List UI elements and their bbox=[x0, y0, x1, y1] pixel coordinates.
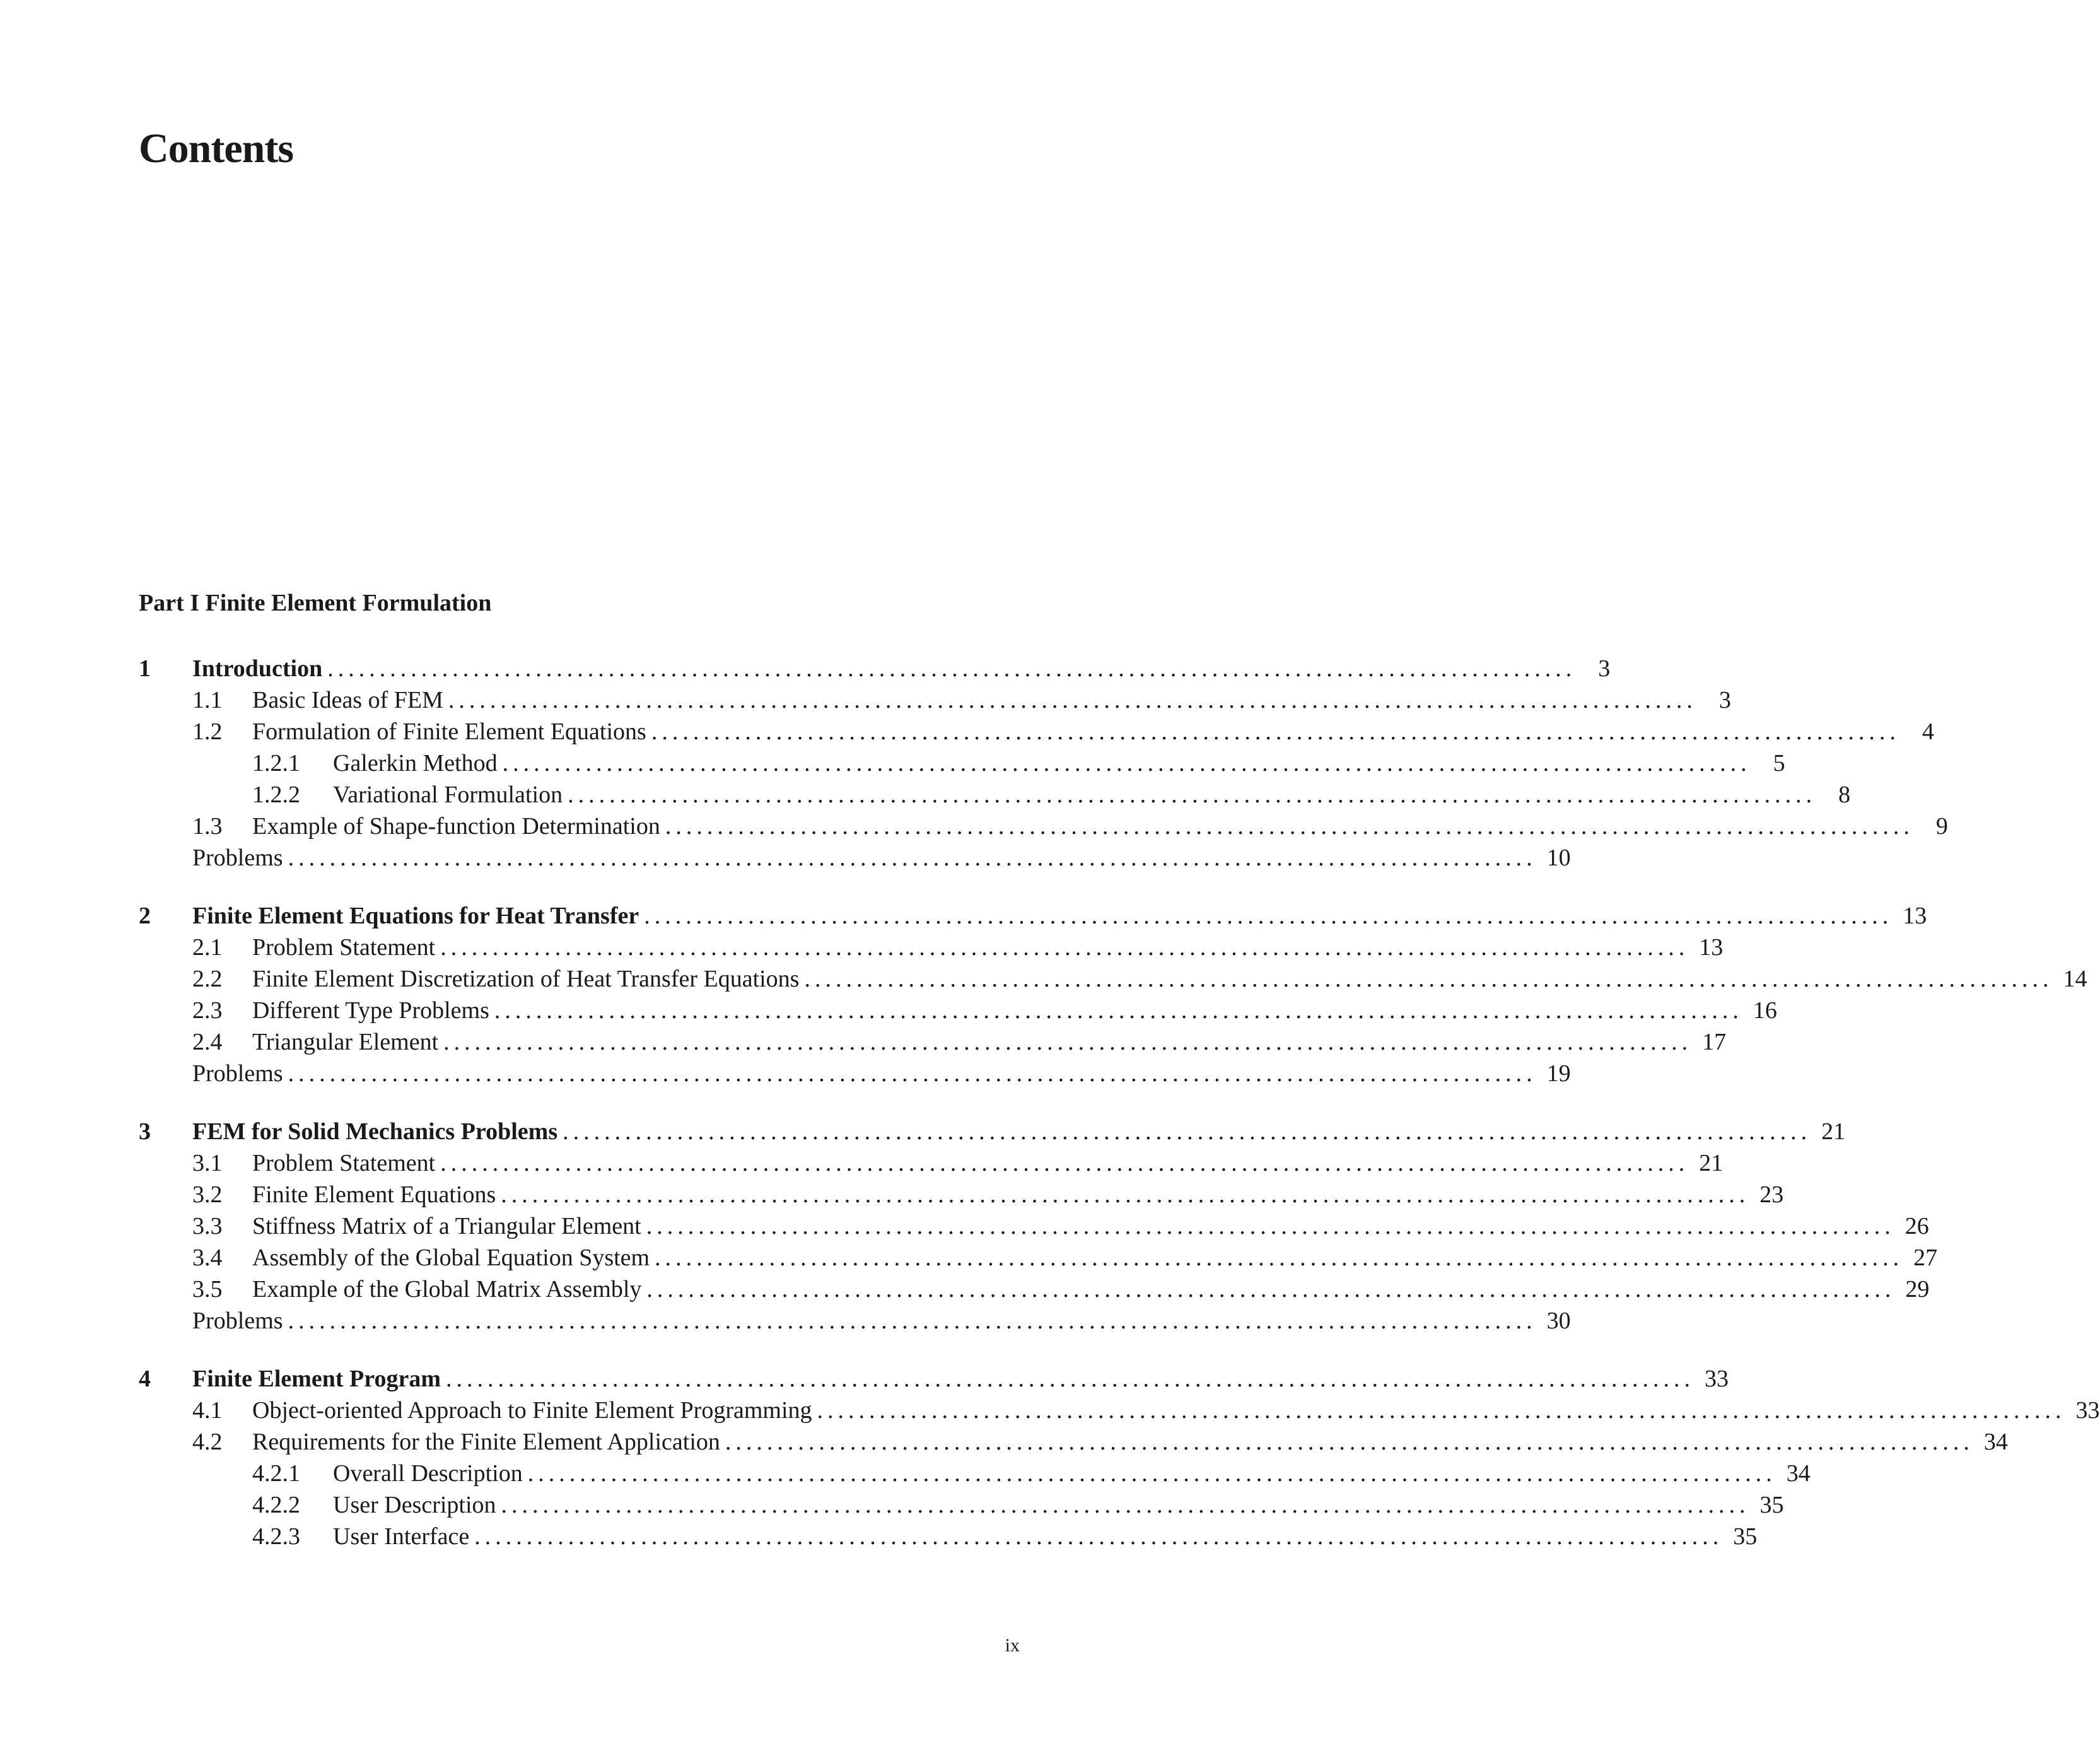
toc-entry-number: 1.2.2 bbox=[252, 782, 300, 808]
toc-entry-page: 34 bbox=[1983, 1429, 2008, 1455]
toc-entry[interactable] bbox=[0, 963, 2087, 995]
toc-entry-title: Assembly of the Global Equation System bbox=[252, 1244, 650, 1271]
dot-leader: ........................................................................................................................ bbox=[665, 813, 1914, 840]
toc-entry-title: Finite Element Equations bbox=[252, 1181, 496, 1208]
dot-leader: ........................................................................................................................ bbox=[288, 845, 1537, 871]
toc-entry[interactable] bbox=[0, 811, 1948, 842]
toc-entry-page: 17 bbox=[1702, 1029, 1727, 1055]
toc-entry-page: 29 bbox=[1905, 1276, 1930, 1303]
toc-entry[interactable] bbox=[0, 1116, 1846, 1147]
toc-entry[interactable] bbox=[0, 1026, 1727, 1058]
toc-entry-number: 1.3 bbox=[192, 813, 223, 840]
toc-entry-page: 27 bbox=[1913, 1244, 1938, 1271]
toc-entry-page: 19 bbox=[1546, 1060, 1571, 1087]
page-title: Contents bbox=[139, 126, 294, 172]
dot-leader: ........................................................................................................................ bbox=[527, 1460, 1776, 1487]
toc-entry-page: 21 bbox=[1821, 1118, 1846, 1145]
toc-entry-number: 3.1 bbox=[192, 1150, 223, 1176]
toc-entry-title: Object-oriented Approach to Finite Element Programming bbox=[252, 1397, 812, 1424]
toc-entry-number: 2.2 bbox=[192, 966, 223, 992]
toc-entry-title: User Interface bbox=[333, 1523, 470, 1550]
toc-entry[interactable] bbox=[0, 1147, 1724, 1179]
toc-entry-number: 3.3 bbox=[192, 1213, 223, 1239]
toc-entry[interactable] bbox=[0, 1426, 2008, 1458]
dot-leader: ........................................................................................................................ bbox=[445, 1366, 1695, 1392]
toc-entry-number: 4.2.2 bbox=[252, 1492, 300, 1518]
toc-entry[interactable] bbox=[0, 1274, 1930, 1305]
toc-entry-page: 13 bbox=[1903, 903, 1927, 929]
dot-leader: ........................................................................................................................ bbox=[288, 1060, 1537, 1087]
toc-entry-title: FEM for Solid Mechanics Problems bbox=[192, 1118, 558, 1145]
toc-entry-page: 16 bbox=[1753, 997, 1777, 1024]
toc-entry-title: Finite Element Discretization of Heat Transfer Equations bbox=[252, 966, 800, 992]
toc-entry-page: 34 bbox=[1786, 1460, 1811, 1487]
toc-entry-title: Stiffness Matrix of a Triangular Element bbox=[252, 1213, 641, 1239]
toc-entry-title: Problems bbox=[192, 1060, 283, 1087]
toc-entry[interactable] bbox=[0, 842, 1571, 874]
toc-entry-page: 35 bbox=[1759, 1492, 1784, 1518]
dot-leader: ........................................................................................................................ bbox=[502, 750, 1751, 776]
toc-entry-page: 4 bbox=[1922, 718, 1934, 745]
dot-leader: ........................................................................................................................ bbox=[655, 1244, 1904, 1271]
toc-entry-title: Different Type Problems bbox=[252, 997, 489, 1024]
toc-entry-number: 3.4 bbox=[192, 1244, 223, 1271]
toc-entry-title: User Description bbox=[333, 1492, 496, 1518]
toc-entry-title: Problems bbox=[192, 845, 283, 871]
toc-entry-page: 13 bbox=[1699, 934, 1724, 961]
dot-leader: ........................................................................................................................ bbox=[725, 1429, 1974, 1455]
toc-entry-page: 35 bbox=[1733, 1523, 1758, 1550]
dot-leader: ........................................................................................................................ bbox=[288, 1308, 1537, 1334]
toc-entry-number: 4.2 bbox=[192, 1429, 223, 1455]
toc-entry-number: 3 bbox=[139, 1118, 151, 1145]
toc-entry-title: Formulation of Finite Element Equations bbox=[252, 718, 646, 745]
toc-entry-title: Problem Statement bbox=[252, 934, 436, 961]
dot-leader: ........................................................................................................................ bbox=[448, 687, 1697, 713]
toc-entry-page: 33 bbox=[2075, 1397, 2100, 1424]
toc-entry-number: 3.5 bbox=[192, 1276, 223, 1303]
toc-entry-number: 1.1 bbox=[192, 687, 223, 713]
toc-entry[interactable] bbox=[0, 995, 1777, 1026]
dot-leader: ........................................................................................................................ bbox=[651, 718, 1900, 745]
toc-entry-number: 2.1 bbox=[192, 934, 223, 961]
toc-entry-page: 3 bbox=[1598, 655, 1611, 682]
toc-entry-title: Variational Formulation bbox=[333, 782, 563, 808]
toc-entry-page: 3 bbox=[1718, 687, 1731, 713]
toc-entry[interactable] bbox=[0, 1363, 1729, 1395]
toc-entry[interactable] bbox=[0, 1395, 2100, 1426]
toc-entry[interactable] bbox=[0, 684, 1731, 716]
dot-leader: ........................................................................................................................ bbox=[568, 782, 1817, 808]
toc-entry-title: Overall Description bbox=[333, 1460, 523, 1487]
toc-entry-title: Finite Element Program bbox=[192, 1366, 441, 1392]
toc-entry-number: 4.1 bbox=[192, 1397, 223, 1424]
toc-entry[interactable] bbox=[0, 779, 1851, 811]
toc-entry[interactable] bbox=[0, 932, 1724, 963]
toc-entry-number: 2 bbox=[139, 903, 151, 929]
page-number: ix bbox=[1005, 1635, 1020, 1656]
toc-entry-page: 26 bbox=[1905, 1213, 1929, 1239]
dot-leader: ........................................................................................................................ bbox=[327, 655, 1577, 682]
toc-entry-page: 5 bbox=[1773, 750, 1785, 776]
toc-entry-title: Problem Statement bbox=[252, 1150, 436, 1176]
toc-entry[interactable] bbox=[0, 1058, 1571, 1089]
toc-entry[interactable] bbox=[0, 900, 1927, 932]
toc-entry-number: 1.2 bbox=[192, 718, 223, 745]
dot-leader: ........................................................................................................................ bbox=[563, 1118, 1812, 1145]
toc-entry[interactable] bbox=[0, 1210, 1929, 1242]
toc-entry-page: 8 bbox=[1838, 782, 1851, 808]
toc-entry-page: 23 bbox=[1759, 1181, 1784, 1208]
toc-entry[interactable] bbox=[0, 653, 1611, 684]
dot-leader: ........................................................................................................................ bbox=[804, 966, 2053, 992]
toc-entry[interactable] bbox=[0, 716, 1934, 747]
toc-entry-title: Example of Shape-function Determination bbox=[252, 813, 660, 840]
dot-leader: ........................................................................................................................ bbox=[501, 1181, 1750, 1208]
toc-entry-page: 30 bbox=[1546, 1308, 1571, 1334]
dot-leader: ........................................................................................................................ bbox=[501, 1492, 1750, 1518]
toc-entry-number: 2.3 bbox=[192, 997, 223, 1024]
dot-leader: ........................................................................................................................ bbox=[474, 1523, 1724, 1550]
dot-leader: ........................................................................................................................ bbox=[644, 903, 1893, 929]
toc-entry-page: 14 bbox=[2063, 966, 2087, 992]
toc-entry-number: 2.4 bbox=[192, 1029, 223, 1055]
toc-entry-title: Triangular Element bbox=[252, 1029, 439, 1055]
toc-entry[interactable] bbox=[0, 1521, 1758, 1552]
toc-entry[interactable] bbox=[0, 747, 1785, 779]
dot-leader: ........................................................................................................................ bbox=[646, 1276, 1896, 1303]
dot-leader: ........................................................................................................................ bbox=[817, 1397, 2066, 1424]
toc-entry[interactable] bbox=[0, 1305, 1571, 1337]
toc-entry[interactable] bbox=[0, 1458, 1811, 1489]
toc-entry-page: 33 bbox=[1704, 1366, 1729, 1392]
toc-entry[interactable] bbox=[0, 1242, 1938, 1274]
toc-entry-page: 10 bbox=[1546, 845, 1571, 871]
part-heading: Part I Finite Element Formulation bbox=[139, 590, 492, 616]
toc-entry-title: Requirements for the Finite Element Application bbox=[252, 1429, 720, 1455]
toc-entry-title: Basic Ideas of FEM bbox=[252, 687, 443, 713]
toc-entry-title: Finite Element Equations for Heat Transfer bbox=[192, 903, 639, 929]
dot-leader: ........................................................................................................................ bbox=[440, 1150, 1689, 1176]
toc-entry-title: Galerkin Method bbox=[333, 750, 498, 776]
toc-entry-title: Problems bbox=[192, 1308, 283, 1334]
toc-entry-page: 21 bbox=[1699, 1150, 1724, 1176]
toc-entry-number: 4.2.1 bbox=[252, 1460, 300, 1487]
dot-leader: ........................................................................................................................ bbox=[646, 1213, 1895, 1239]
dot-leader: ........................................................................................................................ bbox=[443, 1029, 1693, 1055]
toc-entry[interactable] bbox=[0, 1179, 1784, 1210]
toc-entry-title: Introduction bbox=[192, 655, 323, 682]
toc-entry-number: 1 bbox=[139, 655, 151, 682]
toc-entry-number: 4 bbox=[139, 1366, 151, 1392]
dot-leader: ........................................................................................................................ bbox=[440, 934, 1689, 961]
toc-entry-number: 1.2.1 bbox=[252, 750, 300, 776]
toc-entry-page: 9 bbox=[1935, 813, 1948, 840]
toc-entry-title: Example of the Global Matrix Assembly bbox=[252, 1276, 642, 1303]
toc-entry-number: 4.2.3 bbox=[252, 1523, 300, 1550]
dot-leader: ........................................................................................................................ bbox=[494, 997, 1743, 1024]
toc-entry-number: 3.2 bbox=[192, 1181, 223, 1208]
toc-entry[interactable] bbox=[0, 1489, 1784, 1521]
